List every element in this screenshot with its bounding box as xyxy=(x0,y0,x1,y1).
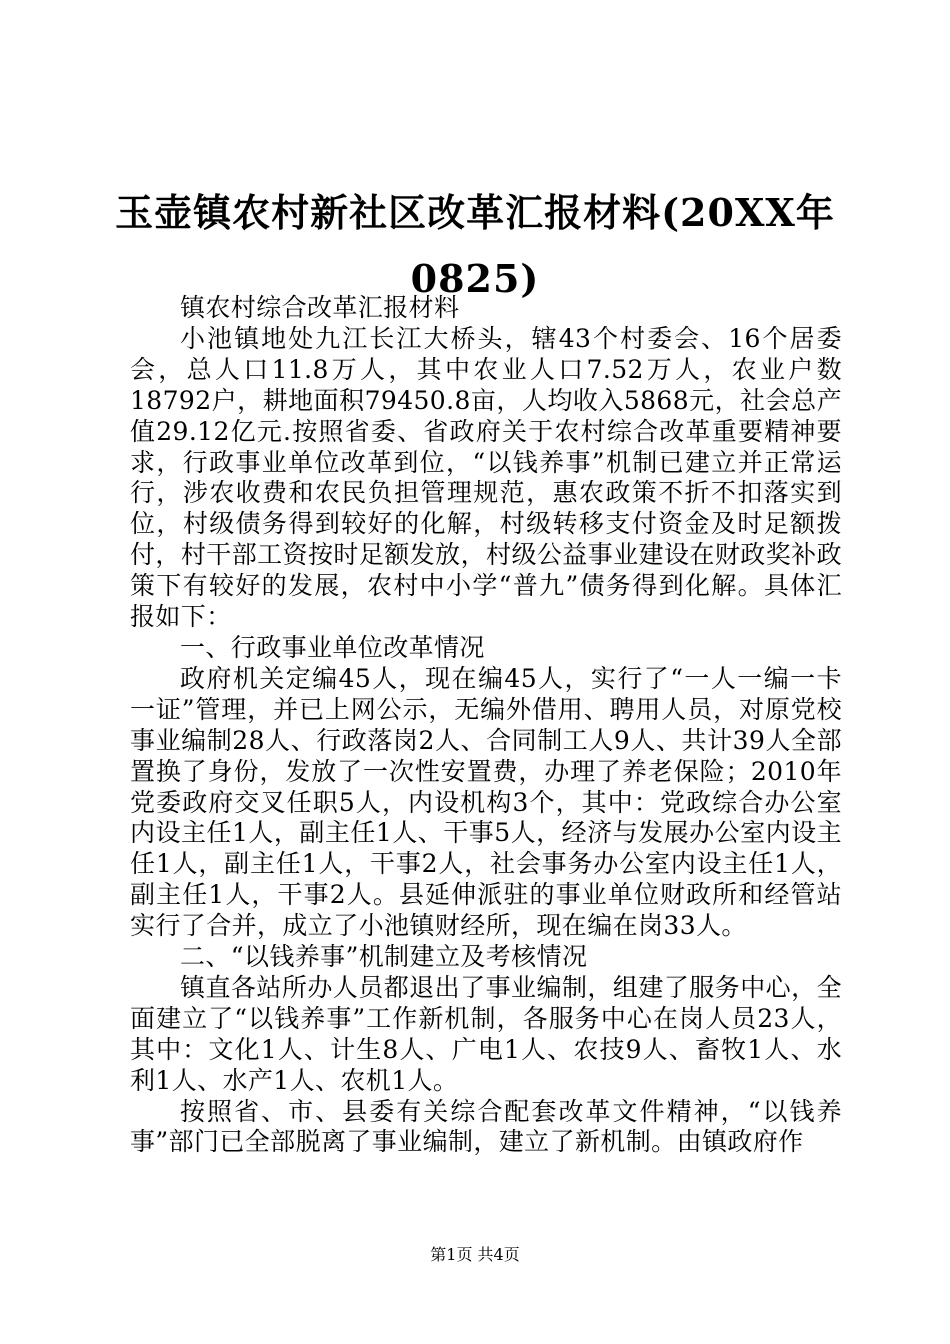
paragraph-overview: 小池镇地处九江长江大桥头，辖43个村委会、16个居委会，总人口11.8万人，其中农业人口7.52万人，农业户数18792户，耕地面积79450.8亩，人均收入5868元，社会总产值29.12亿元.按照省委、省政府关于农村综合改革重要精神要求，行政事业单位改革到位，“以钱养事”机制已建立并正常运行，涉农收费和农民负担管理规范，惠农政策不折不扣落实到位，村级债务得到较好的化解，村级转移支付资金及时足额拨付，村干部工资按时足额发放，村级公益事业建设在财政奖补政策下有较好的发展，农村中小学“普九”债务得到化解。具体汇报如下： xyxy=(130,323,842,632)
document-body xyxy=(130,293,842,1158)
paragraph-section-2-cont: 按照省、市、县委有关综合配套改革文件精神，“以钱养事”部门已全部脱离了事业编制，建立了新机制。由镇政府作 xyxy=(130,1096,842,1157)
paragraph-section-1: 政府机关定编45人，现在编45人，实行了“一人一编一卡一证”管理，并已上网公示，无编外借用、聘用人员，对原党校事业编制28人、行政落岗2人、合同制工人9人、共计39人全部置换了身份，发放了一次性安置费，办理了养老保险；2010年党委政府交叉任职5人，内设机构3个，其中：党政综合办公室内设主任1人，副主任1人、干事5人，经济与发展办公室内设主任1人，副主任1人，干事2人，社会事务办公室内设主任1人，副主任1人，干事2人。县延伸派驻的事业单位财政所和经管站实行了合并，成立了小池镇财经所，现在编在岗33人。 xyxy=(130,663,842,941)
section-heading-2: 二、“以钱养事”机制建立及考核情况 xyxy=(180,942,588,972)
section-heading-1: 一、行政事业单位改革情况 xyxy=(180,632,485,662)
page-footer: 第1页 共4页 xyxy=(430,1245,520,1264)
paragraph-subtitle: 镇农村综合改革汇报材料 xyxy=(180,293,460,322)
title-line-1: 玉壶镇农村新社区改革汇报材料(20XX年 xyxy=(115,190,835,235)
title-line-2: 0825) xyxy=(410,256,540,301)
paragraph-section-2: 镇直各站所办人员都退出了事业编制，组建了服务中心，全面建立了“以钱养事”工作新机制，各服务中心在岗人员23人，其中：文化1人、计生8人、广电1人、农技9人、畜牧1人、水利1人、水产1人、农机1人。 xyxy=(130,972,842,1095)
